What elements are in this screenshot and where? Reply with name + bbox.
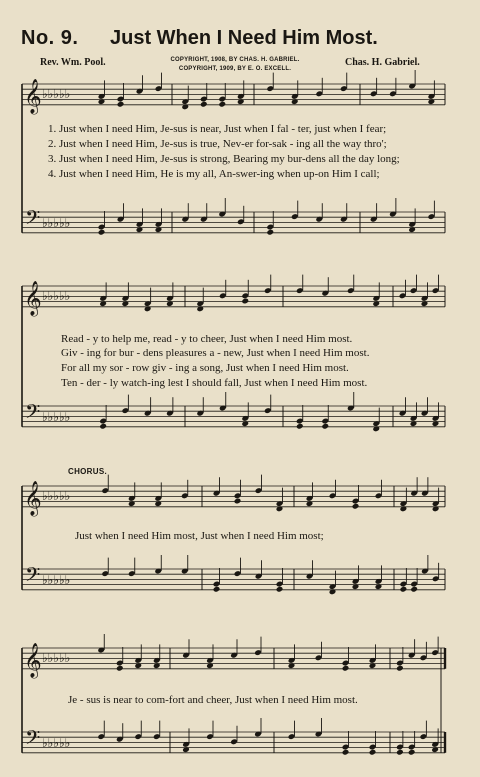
copyright-line-1: COPYRIGHT, 1908, BY CHAS. H. GABRIEL. <box>170 57 300 63</box>
note-head <box>116 665 124 672</box>
note-head <box>321 423 329 430</box>
key-signature: ♭♭♭♭♭ <box>42 87 71 101</box>
verse-1-line-a: 1. Just when I need Him, Je-sus is near, Just when I fal - ter, just when I fear; <box>48 123 387 135</box>
note-head <box>352 503 360 510</box>
chorus-line-1: Just when I need Him most, Just when I need Him most; <box>75 530 324 542</box>
key-signature: ♭♭♭♭♭ <box>42 289 71 303</box>
note-head <box>342 749 350 756</box>
verse-2-line-a: 2. Just when I need Him, Je-sus is true, Nev-er for-sak - ing all the way thro'; <box>48 138 387 150</box>
bass-clef: 𝄢 <box>25 563 41 591</box>
key-signature: ♭♭♭♭♭ <box>42 410 71 424</box>
key-signature: ♭♭♭♭♭ <box>42 216 71 230</box>
lyricist: Rev. Wm. Pool. <box>40 57 106 68</box>
verse-3-line-b: For all my sor - row giv - ing a song, Just when I need Him most. <box>61 362 349 374</box>
note-head <box>369 749 377 756</box>
hymn-title: Just When I Need Him Most. <box>110 27 378 49</box>
verse-1-line-b: Read - y to help me, read - y to cheer, Just when I need Him most. <box>61 333 353 345</box>
note-head <box>396 749 404 756</box>
note-head <box>117 101 125 108</box>
note-head <box>98 229 106 236</box>
treble-clef: 𝄞 <box>24 643 42 678</box>
bass-clef: 𝄢 <box>25 400 41 428</box>
note-head <box>218 101 226 108</box>
note-head <box>396 665 404 672</box>
hymn-number: No. 9. <box>21 27 79 49</box>
treble-clef: 𝄞 <box>24 481 42 516</box>
note-head <box>276 586 284 593</box>
chorus-label: CHORUS. <box>68 467 107 476</box>
note-head <box>200 101 208 108</box>
note-head <box>342 665 350 672</box>
note-head <box>296 423 304 430</box>
key-signature: ♭♭♭♭♭ <box>42 651 71 665</box>
chorus-line-2: Je - sus is near to com-fort and cheer, Just when I need Him most. <box>68 694 358 706</box>
note-head <box>241 298 249 305</box>
verse-4-line-b: Ten - der - ly watch-ing lest I should fall, Just when I need Him most. <box>61 377 368 389</box>
note-head <box>99 423 107 430</box>
note-head <box>408 749 416 756</box>
key-signature: ♭♭♭♭♭ <box>42 736 71 750</box>
verse-3-line-a: 3. Just when I need Him, Je-sus is strong, Bearing my bur-dens all the day long; <box>48 153 400 165</box>
copyright-line-2: COPYRIGHT, 1909, BY E. O. EXCELL. <box>178 66 292 72</box>
bass-clef: 𝄢 <box>25 206 41 234</box>
key-signature: ♭♭♭♭♭ <box>42 489 71 503</box>
composer: Chas. H. Gabriel. <box>345 57 420 68</box>
verse-2-line-b: Giv - ing for bur - dens pleasures a - new, Just when I need Him most. <box>61 347 370 359</box>
note-head <box>410 586 418 593</box>
verse-4-line-a: 4. Just when I need Him, He is my all, An-swer-ing when up-on Him I call; <box>48 168 380 180</box>
note-head <box>213 586 221 593</box>
treble-clef: 𝄞 <box>24 79 42 114</box>
note-head <box>400 586 408 593</box>
key-signature: ♭♭♭♭♭ <box>42 573 71 587</box>
note-head <box>234 498 242 505</box>
bass-clef: 𝄢 <box>25 726 41 754</box>
treble-clef: 𝄞 <box>24 281 42 316</box>
note-head <box>266 229 274 236</box>
